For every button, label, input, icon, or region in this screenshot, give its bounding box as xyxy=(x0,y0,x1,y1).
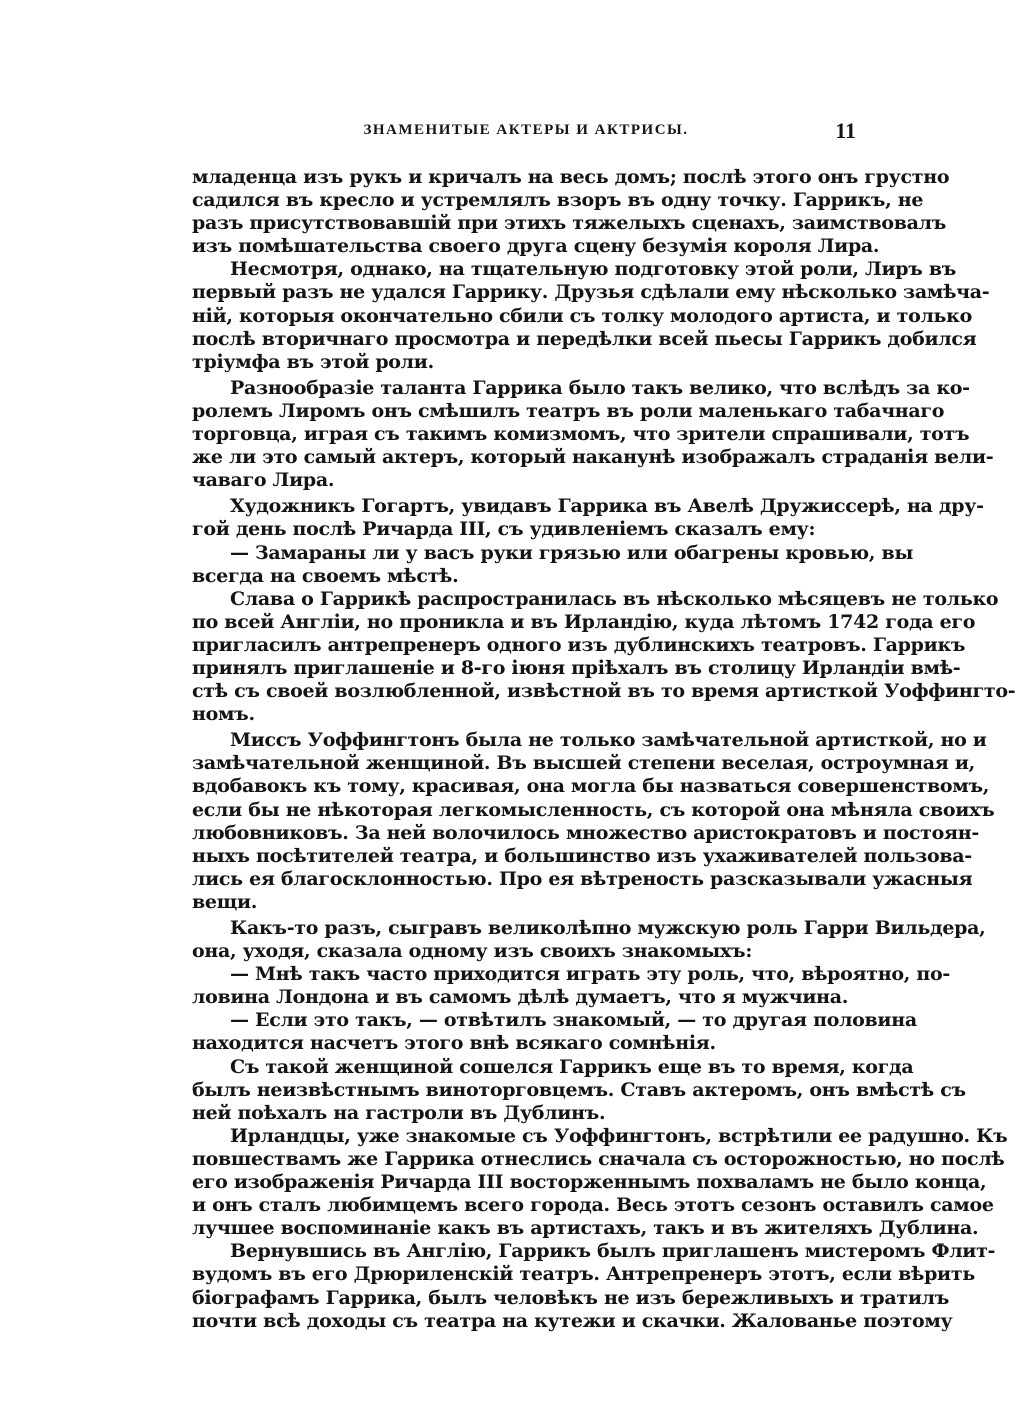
running-title: ЗНАМЕНИТЫЕ АКТЕРЫ И АКТРИСЫ. xyxy=(363,122,689,138)
text-line: тріумфа въ этой роли. xyxy=(192,350,434,373)
text-line: любовниковъ. За ней волочилось множество аристократовъ и постоян- xyxy=(192,821,979,844)
page-number: 11 xyxy=(835,118,856,143)
text-line: его изображенія Ричарда III восторженнымъ похваламъ не было конца, xyxy=(192,1171,987,1194)
text-line: по всей Англіи, но проникла и въ Ирландію, куда лѣтомъ 1742 года его xyxy=(192,610,976,633)
text-line: же ли это самый актеръ, который наканунѣ изображалъ страданія вели- xyxy=(192,446,994,469)
text-line: гой день послѣ Ричарда III, съ удивленіемъ сказалъ ему: xyxy=(192,518,816,541)
text-line: Вернувшись въ Англію, Гаррикъ былъ приглашенъ мистеромъ Флит- xyxy=(230,1240,996,1263)
text-line: вещи. xyxy=(192,890,258,913)
text-line: садился въ кресло и устремлялъ взоръ въ одну точку. Гаррикъ, не xyxy=(192,189,924,212)
text-line: принялъ приглашеніе и 8-го іюня пріѣхалъ въ столицу Ирландіи вмѣ- xyxy=(192,656,961,679)
text-line: она, уходя, сказала одному изъ своихъ знакомыхъ: xyxy=(192,940,753,963)
text-line: разъ присутствовавшій при этихъ тяжелыхъ сценахъ, заимствовалъ xyxy=(192,212,947,235)
text-line: ней поѣхалъ на гастроли въ Дублинъ. xyxy=(192,1101,606,1124)
text-line: первый разъ не удался Гаррику. Друзья сдѣлали ему нѣсколько замѣча- xyxy=(192,281,990,304)
text-line: послѣ вторичнаго просмотра и передѣлки всей пьесы Гаррикъ добился xyxy=(192,327,977,350)
text-line: Разнообразіе таланта Гаррика было такъ велико, что вслѣдъ за ко- xyxy=(230,376,970,399)
text-line: Миссъ Уоффингтонъ была не только замѣчательной артисткой, но и xyxy=(230,729,987,752)
text-line: — Мнѣ такъ часто приходится играть эту роль, что, вѣроятно, по- xyxy=(230,963,950,986)
text-line: повшествамъ же Гаррика отнеслись сначала съ осторожностью, но послѣ xyxy=(192,1147,1005,1170)
text-line: — Замараны ли у васъ руки грязью или обагрены кровью, вы xyxy=(230,541,914,564)
text-line: ролемъ Лиромъ онъ смѣшилъ театръ въ роли маленькаго табачнаго xyxy=(192,399,945,422)
text-line: стѣ съ своей возлюбленной, извѣстной въ то время артисткой Уоффингто- xyxy=(192,680,1015,703)
text-line: — Если это такъ, — отвѣтилъ знакомый, — то другая половина xyxy=(230,1009,917,1032)
text-line: номъ. xyxy=(192,703,255,726)
text-line: Съ такой женщиной сошелся Гаррикъ еще въ то время, когда xyxy=(230,1055,914,1078)
text-line: ній, которыя окончательно сбили съ толку молодого артиста, и только xyxy=(192,304,972,327)
text-line: всегда на своемъ мѣстѣ. xyxy=(192,564,459,587)
page-body xyxy=(192,166,1015,1333)
text-line: младенца изъ рукъ и кричалъ на весь домъ; послѣ этого онъ грустно xyxy=(192,166,950,188)
text-line: находится насчетъ этого внѣ всякаго сомнѣнія. xyxy=(192,1032,716,1055)
text-line: Ирландцы, уже знакомые съ Уоффингтонъ, встрѣтили ее радушно. Къ xyxy=(230,1124,1008,1147)
page-header xyxy=(192,118,860,148)
text-line: Слава о Гаррикѣ распространилась въ нѣсколько мѣсяцевъ не только xyxy=(230,587,999,610)
text-line: біографамъ Гаррика, былъ человѣкъ не изъ бережливыхъ и тратилъ xyxy=(192,1286,950,1309)
text-line: ныхъ посѣтителей театра, и большинство изъ ухаживателей пользова- xyxy=(192,844,972,867)
text-line: почти всѣ доходы съ театра на кутежи и скачки. Жалованье поэтому xyxy=(192,1309,953,1332)
text-line: вудомъ въ его Дрюриленскій театръ. Антрепренеръ этотъ, если вѣрить xyxy=(192,1263,975,1286)
text-line: былъ неизвѣстнымъ виноторговцемъ. Ставъ актеромъ, онъ вмѣстѣ съ xyxy=(192,1078,966,1101)
text-line: Какъ-то разъ, сыгравъ великолѣпно мужскую роль Гарри Вильдера, xyxy=(230,917,986,939)
text-line: и онъ сталъ любимцемъ всего города. Весь этотъ сезонъ оставилъ самое xyxy=(192,1194,994,1217)
text-line: лучшее воспоминаніе какъ въ артистахъ, такъ и въ жителяхъ Дублина. xyxy=(192,1217,979,1240)
text-line: вдобавокъ къ тому, красивая, она могла бы назваться совершенствомъ, xyxy=(192,775,990,798)
text-line: чаваго Лира. xyxy=(192,469,335,492)
text-line: Несмотря, однако, на тщательную подготовку этой роли, Лиръ въ xyxy=(230,258,957,281)
text-line: пригласилъ антрепренеръ одного изъ дублинскихъ театровъ. Гаррикъ xyxy=(192,633,966,656)
text-line: изъ помѣшательства своего друга сцену безумія короля Лира. xyxy=(192,235,880,258)
text-line: ловина Лондона и въ самомъ дѣлѣ думаетъ, что я мужчина. xyxy=(192,986,849,1009)
text-line: лись ея благосклонностью. Про ея вѣтреность разсказывали ужасныя xyxy=(192,867,973,890)
text-line: торговца, играя съ такимъ комизмомъ, что зрители спрашивали, тотъ xyxy=(192,423,970,446)
text-line: если бы не нѣкоторая легкомысленность, съ которой она мѣняла своихъ xyxy=(192,798,995,821)
text-line: Художникъ Гогартъ, увидавъ Гаррика въ Авелѣ Дружиссерѣ, на дру- xyxy=(230,495,984,518)
text-line: замѣчательной женщиной. Въ высшей степени веселая, остроумная и, xyxy=(192,752,975,775)
